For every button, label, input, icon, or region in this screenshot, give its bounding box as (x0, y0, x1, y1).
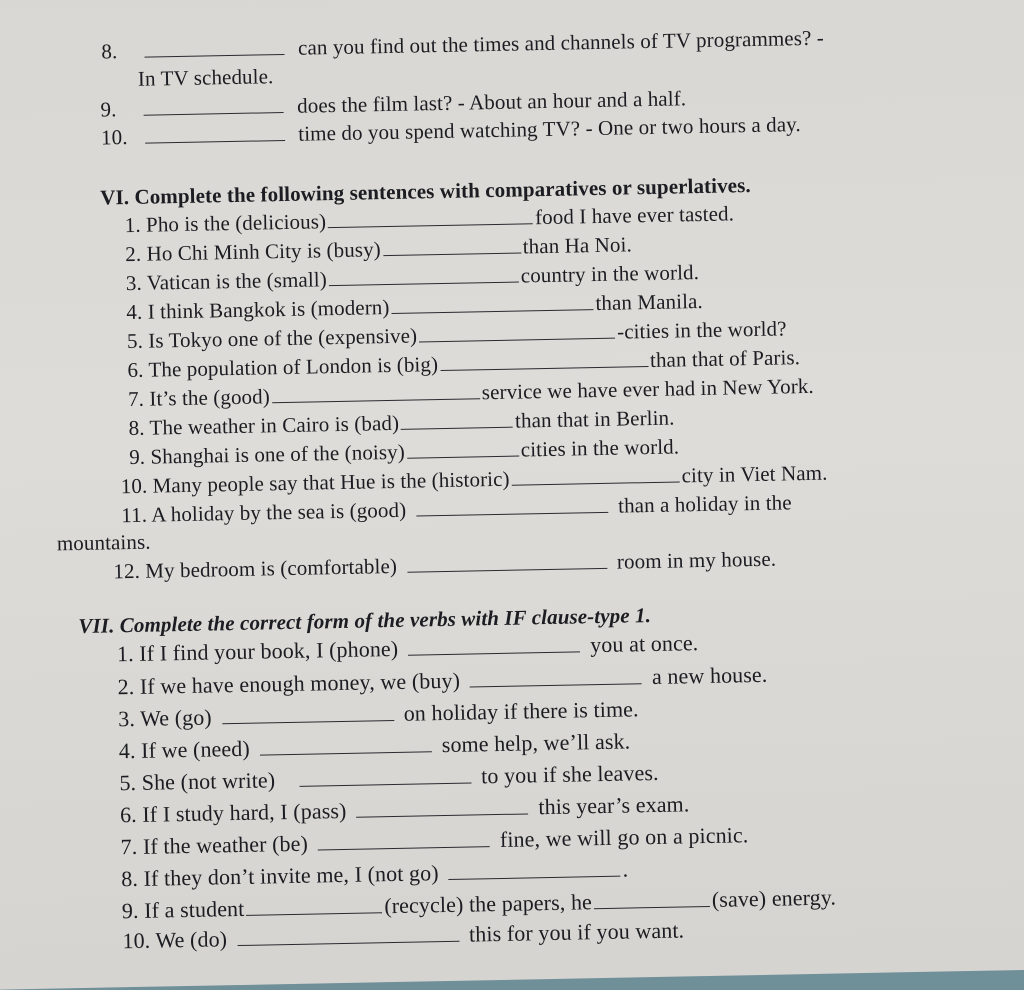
s7-item-4 (119, 729, 631, 763)
answer-blank[interactable] (246, 894, 382, 916)
answer-blank[interactable] (272, 380, 480, 403)
prompt-text: 1. Pho is the (delicious) (124, 209, 327, 238)
prompt-text: to you if she leaves. (480, 759, 659, 789)
prompt-text: than that in Berlin. (514, 405, 675, 433)
s7-item-10 (122, 918, 684, 953)
prompt-text: you at once. (589, 630, 699, 658)
answer-blank[interactable] (407, 550, 607, 573)
answer-blank[interactable] (440, 348, 648, 371)
answer-blank[interactable] (299, 765, 471, 787)
answer-blank[interactable] (144, 94, 284, 116)
prompt-text: 1. If I find your book, I (phone) (116, 635, 399, 667)
question-8-answer (138, 64, 274, 91)
prompt-text: (recycle) the papers, he (384, 889, 593, 919)
answer-blank[interactable] (511, 463, 679, 485)
answer-blank[interactable] (594, 888, 710, 909)
prompt-text: country in the world. (520, 260, 700, 288)
prompt-text: than Manila. (595, 288, 704, 316)
s7-item-5 (119, 761, 659, 795)
prompt-text: 10. Many people say that Hue is the (historic) (120, 466, 510, 499)
s6-item-11-continuation: mountains. (56, 529, 151, 556)
section-6-heading: VI. Complete the following sentences with comparatives or superlatives. (99, 173, 751, 210)
answer-blank[interactable] (237, 923, 459, 946)
prompt-text: 12. My bedroom is (comfortable) (113, 553, 398, 584)
prompt-text: cities in the world. (520, 434, 680, 462)
prompt-text: 7. If the weather (be) (120, 830, 309, 860)
answer-blank[interactable] (318, 828, 490, 850)
answer-blank[interactable] (145, 122, 285, 144)
prompt-text: -cities in the world? (616, 316, 787, 344)
s7-item-1 (117, 631, 699, 666)
prompt-text: 3. Vatican is the (small) (125, 267, 328, 296)
s6-item-12 (113, 547, 776, 584)
answer-blank[interactable] (329, 264, 519, 287)
answer-blank[interactable] (416, 494, 608, 517)
prompt-text: (save) energy. (711, 884, 837, 912)
s7-item-8 (121, 858, 628, 892)
prompt-text: 4. If we (need) (118, 735, 251, 764)
answer-blank[interactable] (448, 858, 620, 880)
prompt-text: 6. The population of London is (big) (127, 352, 439, 383)
answer-blank[interactable] (408, 633, 580, 655)
prompt-text: this for you if you want. (468, 917, 685, 947)
answer-blank[interactable] (260, 733, 432, 755)
answer-blank[interactable] (407, 438, 519, 459)
section-7-heading: VII. Complete the correct form of the verbs with IF clause-type 1. (78, 603, 652, 639)
prompt-text: on holiday if there is time. (403, 696, 639, 726)
prompt-text: a new house. (651, 661, 768, 690)
prompt-text: 7. It’s the (good) (127, 384, 271, 412)
answer-blank[interactable] (328, 205, 533, 228)
prompt-text: some help, we’ll ask. (441, 728, 631, 758)
s7-item-3 (118, 697, 639, 731)
prompt-text: service we have ever had in New York. (481, 373, 814, 405)
question-8 (101, 26, 824, 64)
prompt-text: 9. Shanghai is one of the (noisy) (128, 439, 406, 470)
prompt-text: 5. Is Tokyo one of the (expensive) (126, 323, 418, 354)
prompt-text: 4. I think Bangkok is (modern) (126, 295, 390, 325)
prompt-text: 6. If I study hard, I (pass) (119, 797, 347, 828)
prompt-text: 3. We (go) (117, 704, 212, 732)
prompt-text: than that of Paris. (649, 345, 801, 373)
item-number: 10. (100, 125, 128, 150)
question-text: can you find out the times and channels of TV programmes? - (297, 25, 825, 60)
prompt-text: 8. The weather in Cairo is (bad) (128, 410, 400, 441)
item-number: 9. (100, 97, 117, 122)
s6-item-9 (129, 434, 679, 469)
answer-blank[interactable] (356, 795, 528, 817)
prompt-text: 2. Ho Chi Minh City is (busy) (125, 237, 381, 267)
answer-blank[interactable] (144, 36, 284, 58)
item-number: 8. (101, 39, 118, 64)
s7-item-9 (122, 886, 837, 924)
prompt-text: food I have ever tasted. (534, 201, 735, 230)
prompt-text: 9. If a student (121, 895, 245, 924)
s6-item-8 (128, 406, 674, 440)
answer-blank[interactable] (401, 409, 513, 430)
question-text: time do you spend watching TV? - One or two hours a day. (298, 112, 801, 146)
answer-blank[interactable] (391, 291, 593, 314)
prompt-text: than Ha Noi. (522, 232, 633, 259)
prompt-text: 10. We (do) (122, 926, 228, 954)
prompt-text: . (622, 856, 629, 882)
prompt-text: 5. She (not write) (119, 767, 276, 796)
prompt-text: room in my house. (616, 546, 777, 574)
prompt-text: 2. If we have enough money, we (buy) (117, 667, 461, 700)
prompt-text: this year’s exam. (538, 791, 690, 820)
answer-blank[interactable] (222, 702, 394, 724)
s6-item-2 (125, 232, 632, 266)
question-text: In TV schedule. (137, 64, 274, 91)
prompt-text: 11. A holiday by the sea is (good) (121, 497, 407, 528)
s7-item-2 (117, 663, 767, 699)
prompt-text: fine, we will go on a picnic. (499, 822, 749, 852)
answer-blank[interactable] (470, 665, 642, 687)
answer-blank[interactable] (383, 234, 521, 256)
prompt-text: city in Viet Nam. (681, 460, 828, 488)
prompt-text: than a holiday in the (617, 490, 792, 518)
question-text: does the film last? - About an hour and a half. (296, 86, 687, 118)
s7-item-7 (120, 823, 748, 859)
answer-blank[interactable] (419, 320, 615, 343)
prompt-text: 8. If they don’t invite me, I (not go) (121, 860, 439, 892)
s7-item-6 (120, 792, 690, 827)
